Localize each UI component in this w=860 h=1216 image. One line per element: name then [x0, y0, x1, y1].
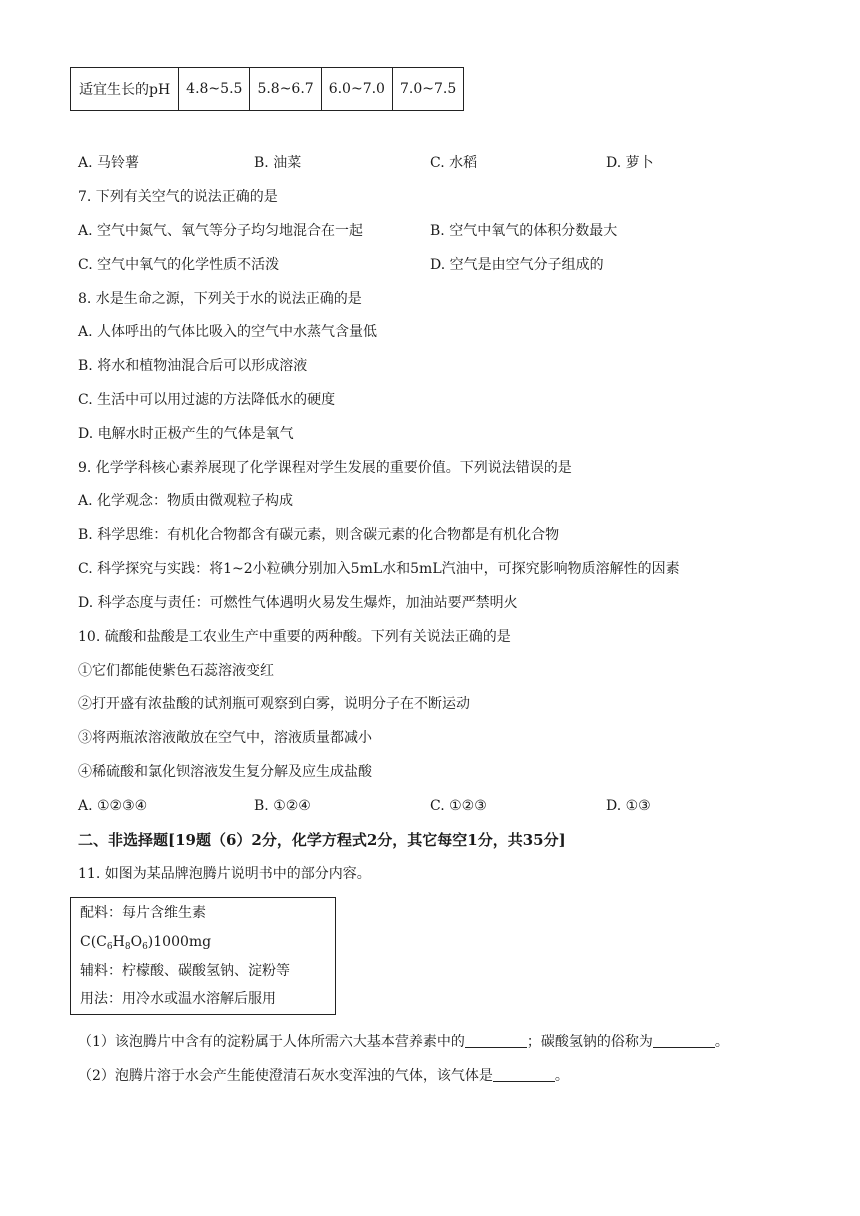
q10-option-d: D. ①③ [606, 798, 651, 814]
q8-option-b: B. 将水和植物油混合后可以形成溶液 [78, 358, 308, 374]
q10-option-c: C. ①②③ [430, 798, 487, 814]
q9-option-a: A. 化学观念：物质由微观粒子构成 [78, 493, 294, 509]
q9-option-b: B. 科学思维：有机化合物都含有碳元素，则含碳元素的化合物都是有机化合物 [78, 527, 560, 543]
instruction-box [70, 897, 336, 1015]
answer-blank[interactable] [653, 1033, 715, 1048]
q8-option-a: A. 人体呼出的气体比吸入的空气中水蒸气含量低 [78, 324, 378, 340]
table-header-cell: 适宜生长的pH [71, 68, 179, 111]
q11-part-1-end: 。 [714, 1034, 729, 1050]
section-heading: 二、非选择题[19题（6）2分，化学方程式2分，其它每空1分，共35分] [78, 831, 566, 849]
answer-blank[interactable] [465, 1033, 527, 1048]
q7-stem: 7. 下列有关空气的说法正确的是 [78, 189, 278, 205]
formula-subscript: 6 [142, 942, 148, 952]
q8-option-c: C. 生活中可以用过滤的方法降低水的硬度 [78, 392, 336, 408]
q10-statement-3: ③将两瓶浓溶液敞放在空气中，溶液质量都减小 [78, 730, 372, 746]
q10-stem: 10. 硫酸和盐酸是工农业生产中重要的两种酸。下列有关说法正确的是 [78, 629, 511, 645]
box-line-ingredients: 配料：每片含维生素 [80, 905, 206, 921]
q6-option-c: C. 水稻 [430, 155, 478, 171]
formula-text: )1000mg [147, 934, 212, 950]
q8-option-d: D. 电解水时正极产生的气体是氧气 [78, 426, 294, 442]
box-line-formula [80, 932, 211, 952]
table-cell: 6.0~7.0 [321, 68, 392, 111]
q8-stem: 8. 水是生命之源，下列关于水的说法正确的是 [78, 291, 362, 307]
formula-text: O [130, 934, 143, 950]
q11-part-2-text: （2）泡腾片溶于水会产生能使澄清石灰水变浑浊的气体，该气体是 [78, 1068, 493, 1084]
q11-part-2 [78, 1066, 569, 1086]
formula-subscript: 8 [124, 942, 131, 952]
formula-text: C(C [80, 934, 107, 950]
q10-statement-2: ②打开盛有浓盐酸的试剂瓶可观察到白雾，说明分子在不断运动 [78, 696, 470, 712]
box-line-usage: 用法：用冷水或温水溶解后服用 [80, 991, 276, 1007]
q11-part-2-end: 。 [554, 1068, 569, 1084]
q7-option-d: D. 空气是由空气分子组成的 [430, 257, 604, 273]
table-cell: 5.8~6.7 [250, 68, 321, 111]
ph-table [70, 67, 464, 111]
formula-text: H [112, 934, 125, 950]
q11-part-1-text: （1）该泡腾片中含有的淀粉属于人体所需六大基本营养素中的 [78, 1034, 465, 1050]
table-cell: 7.0~7.5 [392, 68, 463, 111]
answer-blank[interactable] [493, 1067, 555, 1082]
q7-option-b: B. 空气中氧气的体积分数最大 [430, 223, 618, 239]
table-cell: 4.8~5.5 [179, 68, 250, 111]
q9-stem: 9. 化学学科核心素养展现了化学课程对学生发展的重要价值。下列说法错误的是 [78, 460, 572, 476]
table-row [71, 68, 464, 111]
q9-option-c: C. 科学探究与实践：将1~2小粒碘分别加入5mL水和5mL汽油中，可探究影响物质溶解性的因素 [78, 561, 680, 577]
q10-option-a: A. ①②③④ [78, 798, 148, 814]
q11-stem: 11. 如图为某品牌泡腾片说明书中的部分内容。 [78, 866, 371, 882]
q10-statement-4: ④稀硫酸和氯化钡溶液发生复分解及应生成盐酸 [78, 764, 372, 780]
q6-option-b: B. 油菜 [254, 155, 302, 171]
q9-option-d: D. 科学态度与责任：可燃性气体遇明火易发生爆炸，加油站要严禁明火 [78, 595, 518, 611]
q11-part-1 [78, 1032, 729, 1052]
q7-option-a: A. 空气中氮气、氧气等分子均匀地混合在一起 [78, 223, 364, 239]
q10-statement-1: ①它们都能使紫色石蕊溶液变红 [78, 663, 274, 679]
formula-subscript: 6 [106, 942, 113, 952]
box-line-excipients: 辅料：柠檬酸、碳酸氢钠、淀粉等 [80, 963, 290, 979]
q7-option-c: C. 空气中氧气的化学性质不活泼 [78, 257, 280, 273]
q6-option-d: D. 萝卜 [606, 155, 654, 171]
q10-option-b: B. ①②④ [254, 798, 311, 814]
q6-option-a: A. 马铃薯 [78, 155, 140, 171]
q11-part-1-text: ；碳酸氢钠的俗称为 [526, 1034, 653, 1050]
